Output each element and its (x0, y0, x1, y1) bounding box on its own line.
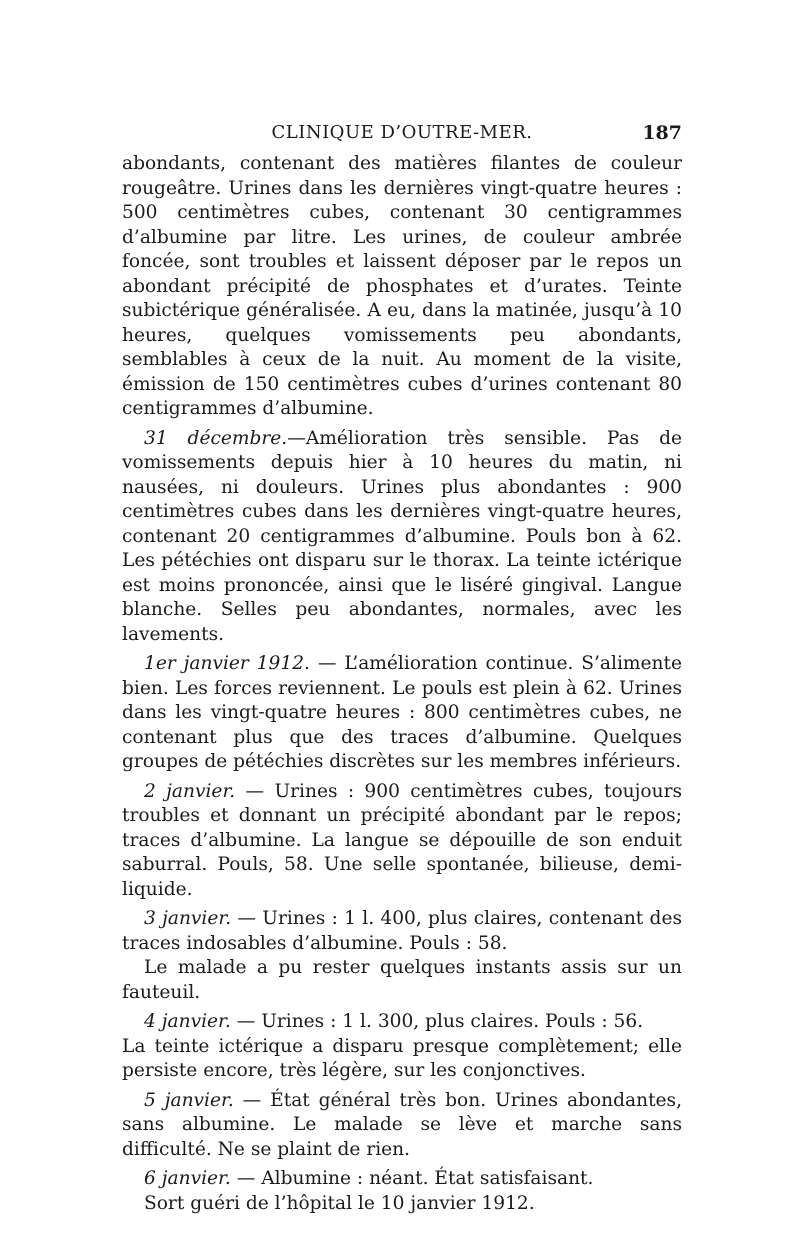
paragraph-text: — Urines : 1 l. 400, plus claires, contenant des traces indosables d’albumine. Pouls : 58. (122, 908, 683, 954)
paragraph (122, 780, 682, 903)
entry-date: 2 janvier. (144, 780, 236, 802)
page-header (122, 122, 682, 148)
paragraph (122, 152, 682, 422)
paragraph-text: — L’amélioration continue. S’alimente bien. Les forces reviennent. Le pouls est plein à 62. Urines dans les vingt-quatre heures : 800 centimètres cubes, ne contenant plus que des traces d’albumine. Quelques groupes de pétéchies discrètes sur les membres inférieurs. (122, 653, 682, 772)
paragraph (122, 1192, 682, 1217)
entry-date: 4 janvier. (144, 1011, 231, 1032)
paragraph (122, 956, 682, 1005)
body-text (122, 152, 682, 1221)
paragraph-text: — Urines : 900 centimètres cubes, toujours troubles et donnant un précipité abondant par le repos; traces d’albumine. La langue se dépouille de son enduit saburral. Pouls, 58. Une selle spontanée, bilieuse, demi-liquide. (122, 780, 682, 900)
paragraph (122, 427, 682, 648)
paragraph-text: — Albumine : néant. État satisfaisant. (230, 1168, 594, 1189)
paragraph-text: La teinte ictérique a disparu presque complètement; elle persiste encore, très légère, sur les conjonctives. (122, 1035, 682, 1081)
paragraph-text: Sort guéri de l’hôpital le 10 janvier 1912. (144, 1192, 535, 1214)
paragraph-text: Le malade a pu rester quelques instants assis sur un fauteuil. (122, 957, 682, 1003)
paragraph-text: — État général très bon. Urines abondantes, sans albumine. Le malade se lève et marche sans difficulté. Ne se plaint de rien. (122, 1089, 682, 1160)
entry-date: 6 janvier. (144, 1168, 231, 1189)
entry-date: 5 janvier. (144, 1089, 234, 1111)
entry-date: 3 janvier. (144, 908, 232, 929)
paragraph (122, 1010, 682, 1035)
entry-date: 31 décembre. (144, 427, 288, 449)
page-number: 187 (642, 122, 682, 144)
paragraph-text: —Amélioration très sensible. Pas de vomissements depuis hier à 10 heures du matin, ni nausées, ni douleurs. Urines plus abondantes : 900 centimètres cubes dans les dernières vingt-quatre heures, contenant 20 centigrammes d’albumine. Pouls bon à 62. Les pétéchies ont disparu sur le thorax. La teinte ictérique est moins prononcée, ainsi que le liséré gingival. Langue blanche. Selles peu abondantes, normales, avec les lavements. (122, 427, 682, 645)
paragraph (122, 1035, 682, 1084)
paragraph (122, 1089, 682, 1163)
running-title: CLINIQUE D’OUTRE-MER. (271, 122, 533, 143)
paragraph-text: abondants, contenant des matières filantes de couleur rougeâtre. Urines dans les dernières vingt-quatre heures : 500 centimètres cubes, contenant 30 centigrammes d’albumine par litre. Les urines, de couleur ambrée foncée, sont troubles et laissent déposer par le repos un abondant précipité de phosphates et d’urates. Teinte subictérique généralisée. A eu, dans la matinée, jusqu’à 10 heures, quelques vomissements peu abondants, semblables à ceux de la nuit. Au moment de la visite, émission de 150 centimètres cubes d’urines contenant 80 centigrammes d’albumine. (122, 153, 682, 419)
paragraph (122, 652, 682, 775)
paragraph (122, 1167, 682, 1192)
paragraph-text: — Urines : 1 l. 300, plus claires. Pouls : 56. (230, 1011, 644, 1032)
entry-date: 1er janvier 1912. (144, 653, 310, 674)
paragraph (122, 907, 682, 956)
